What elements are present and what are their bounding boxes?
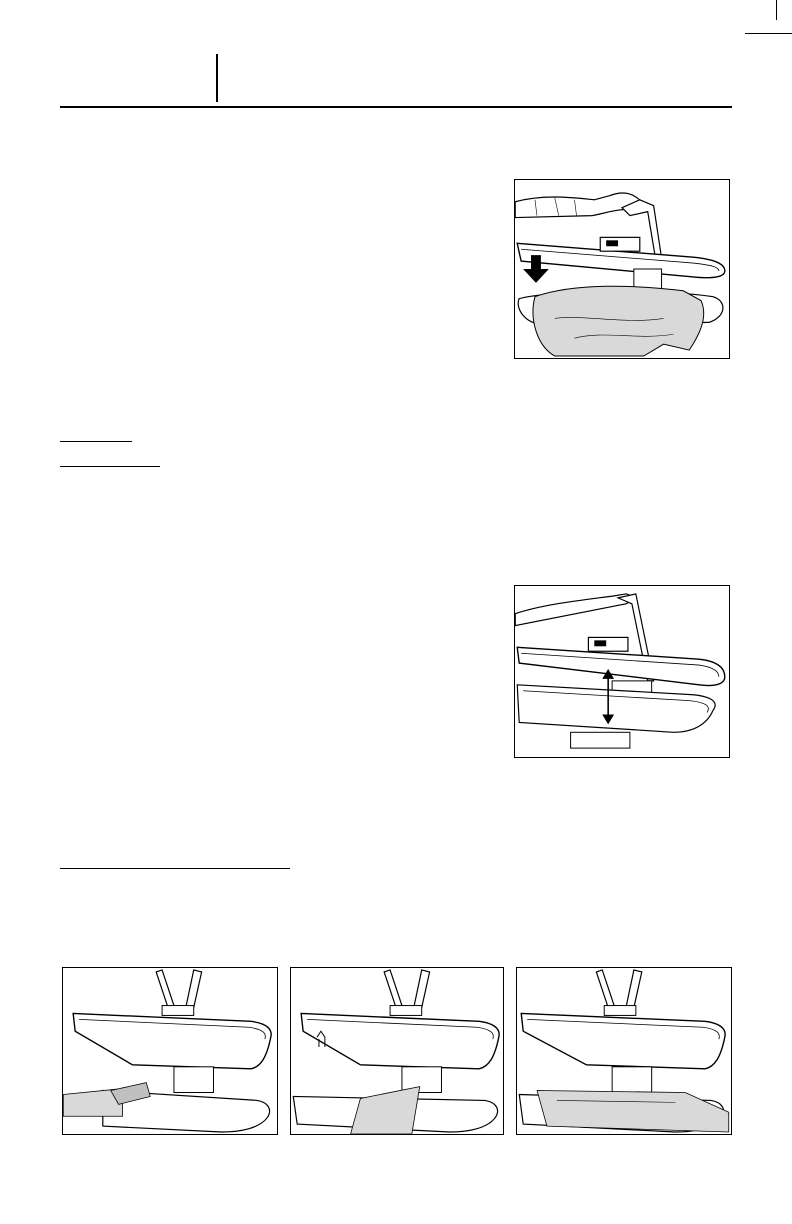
figure-step-1 <box>62 967 278 1135</box>
crop-mark-horizontal <box>745 33 792 34</box>
figure-step-3 <box>516 967 732 1135</box>
heading-underline-1 <box>60 441 132 442</box>
step-3-illustration <box>517 968 731 1134</box>
lower-press-illustration <box>515 180 729 358</box>
heading-underline-2 <box>60 466 160 467</box>
adjust-height-illustration <box>515 586 729 757</box>
header-divider <box>216 54 218 102</box>
header-rule <box>60 106 732 108</box>
figure-lower-press <box>514 179 730 359</box>
heading-underline-3 <box>60 868 290 869</box>
figure-step-2 <box>290 967 504 1135</box>
crop-mark-vertical <box>776 0 777 20</box>
figure-adjust-height <box>514 585 730 758</box>
step-2-illustration <box>291 968 503 1134</box>
step-1-illustration <box>63 968 277 1134</box>
